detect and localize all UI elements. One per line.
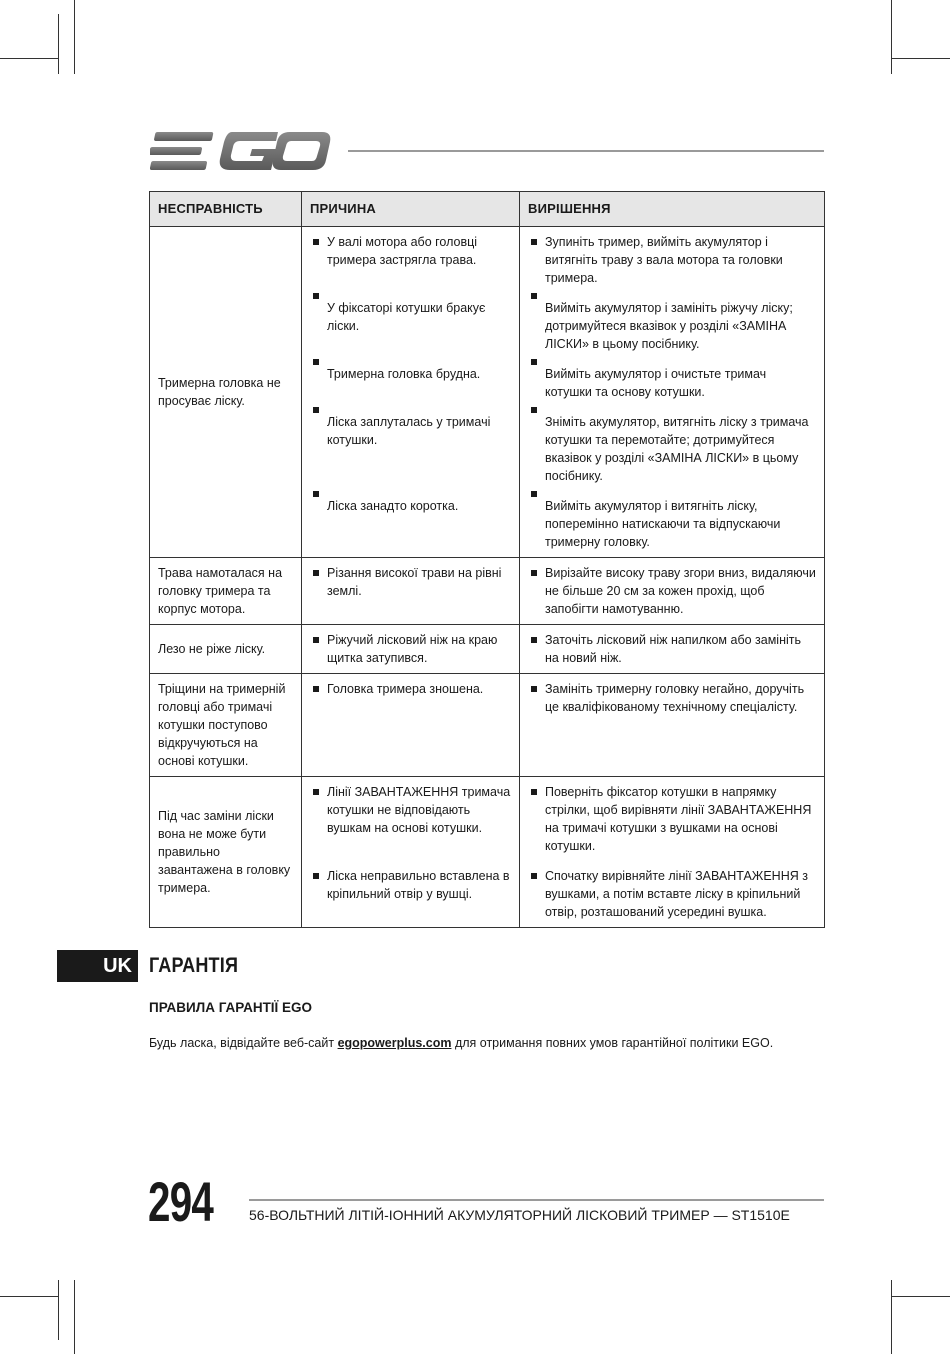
cause-cell bbox=[302, 558, 520, 625]
symptom-cell: Лезо не ріже ліску. bbox=[150, 625, 302, 674]
table-row bbox=[150, 558, 825, 625]
troubleshooting-table bbox=[149, 191, 825, 928]
cause-cell bbox=[302, 227, 520, 558]
crop-mark bbox=[0, 58, 58, 59]
solution-cell bbox=[520, 674, 825, 777]
warranty-text-after: для отримання повних умов гарантійної політики EGO. bbox=[451, 1036, 774, 1050]
crop-mark bbox=[892, 1296, 950, 1297]
cause-item: Головка тримера зношена. bbox=[310, 680, 511, 698]
crop-mark bbox=[58, 14, 59, 74]
table-row bbox=[150, 625, 825, 674]
solution-cell bbox=[520, 227, 825, 558]
cause-cell bbox=[302, 625, 520, 674]
solution-item: Заточіть лісковий ніж напилком або замініть на новий ніж. bbox=[528, 631, 816, 667]
subsection-title: ПРАВИЛА ГАРАНТІЇ EGO bbox=[149, 1000, 313, 1015]
footer-rule bbox=[249, 1199, 824, 1201]
crop-mark bbox=[0, 1296, 58, 1297]
page-number: 294 bbox=[148, 1170, 214, 1233]
ego-logo bbox=[150, 130, 332, 172]
cause-item: У фіксаторі котушки бракує ліски. bbox=[310, 287, 511, 353]
solution-item: Вийміть акумулятор і витягніть ліску, поперемінно натискаючи та відпускаючи тримерну головку. bbox=[528, 485, 816, 551]
header-solution: ВИРІШЕННЯ bbox=[520, 192, 825, 227]
cause-item: Ліска заплуталась у тримачі котушки. bbox=[310, 401, 511, 485]
cause-item: Ріжучий лісковий ніж на краю щитка затупився. bbox=[310, 631, 511, 667]
crop-mark bbox=[891, 1280, 892, 1354]
solution-item: Вийміть акумулятор і очистьте тримач котушки та основу котушки. bbox=[528, 353, 816, 401]
table-row bbox=[150, 674, 825, 777]
cause-cell bbox=[302, 777, 520, 928]
solution-item: Зніміть акумулятор, витягніть ліску з тримача котушки та перемотайте; дотримуйтеся вказівок у розділі «ЗАМІНА ЛІСКИ» в цьому посібнику. bbox=[528, 401, 816, 485]
cause-item: Ліска неправильно вставлена в кріпильний отвір у вушці. bbox=[310, 867, 511, 903]
solution-item: Вийміть акумулятор і замініть ріжучу ліску; дотримуйтеся вказівок у розділі «ЗАМІНА ЛІСКИ» в цьому посібнику. bbox=[528, 287, 816, 353]
section-title: ГАРАНТІЯ bbox=[149, 954, 239, 977]
crop-mark bbox=[74, 1280, 75, 1354]
crop-mark bbox=[891, 0, 892, 74]
symptom-cell: Під час заміни ліски вона не може бути правильно завантажена в головку тримера. bbox=[150, 777, 302, 928]
solution-item: Зупиніть тример, вийміть акумулятор і витягніть траву з вала мотора та головки тримера. bbox=[528, 233, 816, 287]
solution-item: Спочатку вирівняйте лінії ЗАВАНТАЖЕННЯ з вушками, а потім вставте ліску в кріпильний отвір, розташований усередині вушка. bbox=[528, 867, 816, 921]
cause-item: Лінії ЗАВАНТАЖЕННЯ тримача котушки не відповідають вушкам на основі котушки. bbox=[310, 783, 511, 867]
warranty-text-before: Будь ласка, відвідайте веб-сайт bbox=[149, 1036, 338, 1050]
table-row bbox=[150, 227, 825, 558]
crop-mark bbox=[892, 58, 950, 59]
solution-cell bbox=[520, 625, 825, 674]
footer-title: 56-ВОЛЬТНИЙ ЛІТІЙ-ІОННИЙ АКУМУЛЯТОРНИЙ ЛІСКОВИЙ ТРИМЕР — ST1510E bbox=[249, 1207, 790, 1223]
cause-item: У валі мотора або головці тримера застрягла трава. bbox=[310, 233, 511, 287]
symptom-cell: Трава намоталася на головку тримера та корпус мотора. bbox=[150, 558, 302, 625]
website-link[interactable]: egopowerplus.com bbox=[337, 1036, 452, 1050]
symptom-cell: Тріщини на тримерній головці або тримачі котушки поступово відкручуються на основі котушки. bbox=[150, 674, 302, 777]
table-header-row bbox=[150, 192, 825, 227]
cause-item: Тримерна головка брудна. bbox=[310, 353, 511, 401]
crop-mark bbox=[58, 1280, 59, 1340]
crop-mark bbox=[74, 0, 75, 74]
header-problem: НЕСПРАВНІСТЬ bbox=[150, 192, 302, 227]
solution-item: Поверніть фіксатор котушки в напрямку стрілки, щоб вирівняти лінії ЗАВАНТАЖЕННЯ на тримачі котушки з вушками на основі котушки. bbox=[528, 783, 816, 867]
header-rule bbox=[348, 150, 824, 152]
cause-item: Ліска занадто коротка. bbox=[310, 485, 511, 533]
cause-cell bbox=[302, 674, 520, 777]
solution-item: Вирізайте високу траву згори вниз, видаляючи не більше 20 см за кожен прохід, щоб запобігти намотуванню. bbox=[528, 564, 816, 618]
solution-cell bbox=[520, 558, 825, 625]
warranty-text bbox=[149, 1036, 773, 1050]
language-tab: UK bbox=[57, 950, 138, 982]
cause-item: Різання високої трави на рівні землі. bbox=[310, 564, 511, 600]
symptom-cell: Тримерна головка не просуває ліску. bbox=[150, 227, 302, 558]
solution-item: Замініть тримерну головку негайно, доручіть це кваліфікованому технічному спеціалісту. bbox=[528, 680, 816, 716]
header-cause: ПРИЧИНА bbox=[302, 192, 520, 227]
table-row bbox=[150, 777, 825, 928]
solution-cell bbox=[520, 777, 825, 928]
